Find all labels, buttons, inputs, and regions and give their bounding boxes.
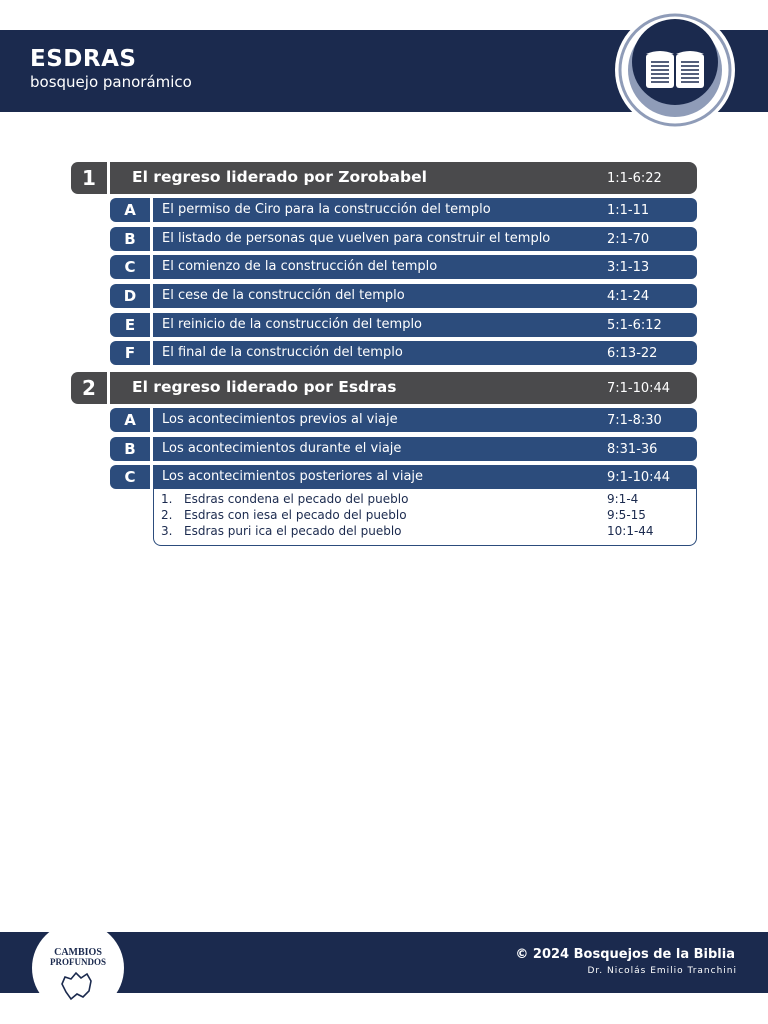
- item-letter: F: [110, 341, 150, 365]
- item-reference: 3:1-13: [607, 260, 650, 275]
- section-title: El regreso liderado por Esdras: [132, 378, 397, 396]
- footer-copyright: © 2024 Bosquejos de la Biblia: [515, 947, 735, 962]
- list-item: [161, 492, 691, 508]
- item-text: El reinicio de la construcción del templo: [162, 317, 423, 332]
- section-number: 2: [71, 372, 107, 404]
- item-reference: 5:1-6:12: [607, 318, 662, 333]
- item-letter: C: [110, 465, 150, 489]
- outline-item: [153, 437, 697, 461]
- outline-item: [153, 313, 697, 337]
- item-text: El comienzo de la construcción del templo: [162, 259, 438, 274]
- outline-item: [153, 408, 697, 432]
- item-letter: B: [110, 227, 150, 251]
- subitem-reference: 9:5-15: [607, 508, 646, 522]
- item-letter: B: [110, 437, 150, 461]
- section-header: [110, 372, 697, 404]
- item-text: Los acontecimientos durante el viaje: [162, 441, 402, 456]
- outline-item: [153, 227, 697, 251]
- logo-text-line2: PROFUNDOS: [50, 957, 106, 967]
- item-text: El permiso de Ciro para la construcción del templo: [162, 202, 491, 217]
- item-reference: 7:1-8:30: [607, 413, 662, 428]
- subitem-number: 3.: [161, 524, 173, 538]
- item-text: El cese de la construcción del templo: [162, 288, 405, 303]
- subitem-text: Esdras con iesa el pecado del pueblo: [184, 508, 407, 522]
- list-item: [161, 524, 691, 540]
- item-text: Los acontecimientos posteriores al viaje: [162, 469, 424, 484]
- item-text: Los acontecimientos previos al viaje: [162, 412, 398, 427]
- section-reference: 7:1-10:44: [607, 381, 671, 396]
- page-title: ESDRAS: [30, 46, 137, 72]
- list-item: [161, 508, 691, 524]
- item-reference: 9:1-10:44: [607, 470, 671, 485]
- outline-item: [153, 198, 697, 222]
- item-letter: D: [110, 284, 150, 308]
- item-text: El listado de personas que vuelven para construir el templo: [162, 231, 551, 246]
- outline-item: [153, 465, 697, 489]
- item-reference: 8:31-36: [607, 442, 658, 457]
- item-letter: A: [110, 198, 150, 222]
- section-number: 1: [71, 162, 107, 194]
- section-header: [110, 162, 697, 194]
- subitem-number: 1.: [161, 492, 173, 506]
- item-text: El final de la construcción del templo: [162, 345, 403, 360]
- subitem-text: Esdras puri ica el pecado del pueblo: [184, 524, 402, 538]
- item-reference: 2:1-70: [607, 232, 650, 247]
- subitem-text: Esdras condena el pecado del pueblo: [184, 492, 409, 506]
- page-subtitle: bosquejo panorámico: [30, 73, 192, 91]
- subitem-number: 2.: [161, 508, 173, 522]
- outline-item: [153, 255, 697, 279]
- outline-item: [153, 341, 697, 365]
- item-letter: E: [110, 313, 150, 337]
- subitem-reference: 10:1-44: [607, 524, 654, 538]
- logo-text-line1: CAMBIOS: [54, 947, 102, 958]
- item-reference: 6:13-22: [607, 346, 658, 361]
- footer-author: Dr. Nicolás Emilio Tranchini: [587, 966, 737, 976]
- item-reference: 1:1-11: [607, 203, 650, 218]
- section-reference: 1:1-6:22: [607, 171, 662, 186]
- section-title: El regreso liderado por Zorobabel: [132, 168, 427, 186]
- subitem-list: [153, 489, 697, 546]
- cambios-profundos-logo: [31, 921, 125, 1015]
- outline-item: [153, 284, 697, 308]
- open-book-icon: [602, 8, 748, 132]
- subitem-reference: 9:1-4: [607, 492, 639, 506]
- item-letter: A: [110, 408, 150, 432]
- item-letter: C: [110, 255, 150, 279]
- item-reference: 4:1-24: [607, 289, 650, 304]
